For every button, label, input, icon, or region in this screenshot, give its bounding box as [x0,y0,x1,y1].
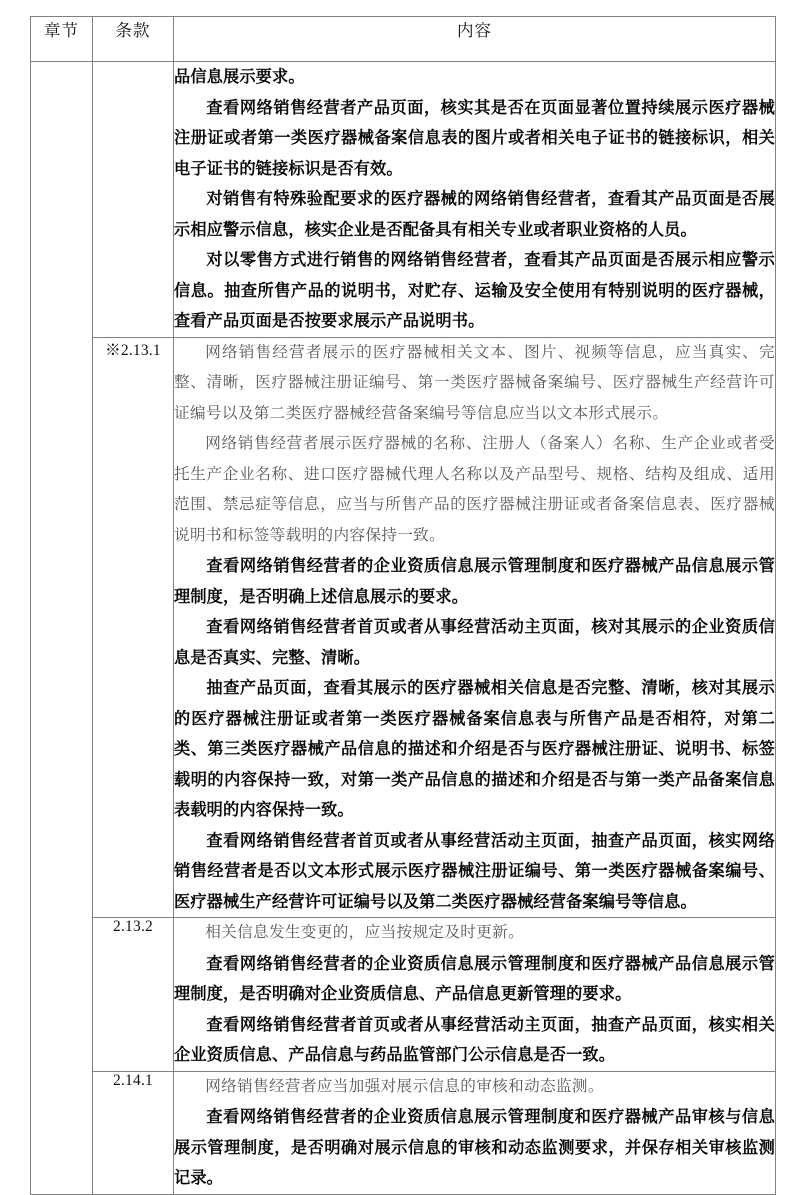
paragraph-regulation: 网络销售经营者展示医疗器械的名称、注册人（备案人）名称、生产企业或者受托生产企业名称、进口医疗器械代理人名称以及产品型号、规格、结构及组成、适用范围、禁忌症等信息，应当与所售产品的医疗器械注册证或者备案信息表、医疗器械说明书和标签等载明的内容保持一致。 [174,435,775,544]
table-row [31,918,776,1072]
table-header [31,17,776,62]
column-header-clause: 条款 [93,17,174,62]
table-row [31,62,776,338]
paragraph-regulation-continuation: 品信息展示要求。 [174,68,305,86]
clause-cell: ※2.13.1 [93,337,174,918]
paragraph-method: 查看网络销售经营者的企业资质信息展示管理制度和医疗器械产品信息展示管理制度，是否明确对企业资质信息、产品信息更新管理的要求。 [174,954,775,1003]
clause-cell: 2.13.2 [93,918,174,1072]
clause-cell [93,62,174,338]
paragraph-method: 对以零售方式进行销售的网络销售经营者，查看其产品页面是否展示相应警示信息。抽查所售产品的说明书，对贮存、运输及安全使用有特别说明的医疗器械，查看产品页面是否按要求展示产品说明书。 [174,251,775,330]
chapter-cell [31,62,93,1195]
paragraph-regulation: 网络销售经营者应当加强对展示信息的审核和动态监测。 [205,1077,604,1095]
paragraph-method: 查看网络销售经营者的企业资质信息展示管理制度和医疗器械产品信息展示管理制度，是否明确上述信息展示的要求。 [174,557,775,606]
clause-cell: 2.14.1 [93,1071,174,1194]
paragraph-method: 查看网络销售经营者首页或者从事经营活动主页面，核对其展示的企业资质信息是否真实、完整、清晰。 [174,618,775,667]
table-row [31,337,776,918]
content-cell [174,918,776,1072]
content-cell [174,62,776,338]
content-cell [174,337,776,918]
table-body [31,62,776,1195]
column-header-content: 内容 [174,17,776,62]
inspection-table [30,16,776,1195]
paragraph-regulation: 相关信息发生变更的，应当按规定及时更新。 [205,924,525,941]
table-row [31,1071,776,1194]
paragraph-method: 查看网络销售经营者首页或者从事经营活动主页面，抽查产品页面，核实网络销售经营者是否以文本形式展示医疗器械注册证编号、第一类医疗器械备案编号、医疗器械生产经营许可证编号以及第二类医疗器械经营备案编号等信息。 [174,831,775,911]
table-header-row [31,17,776,62]
column-header-chapter: 章节 [31,17,93,62]
paragraph-method: 对销售有特殊验配要求的医疗器械的网络销售经营者，查看其产品页面是否展示相应警示信息，核实企业是否配备具有相关专业或者职业资格的人员。 [174,190,775,239]
paragraph-method: 查看网络销售经营者产品页面，核实其是否在页面显著位置持续展示医疗器械注册证或者第一类医疗器械备案信息表的图片或者相关电子证书的链接标识，相关电子证书的链接标识是否有效。 [174,98,775,178]
paragraph-method: 查看网络销售经营者首页或者从事经营活动主页面，抽查产品页面，核实相关企业资质信息、产品信息与药品监管部门公示信息是否一致。 [174,1015,775,1064]
paragraph-regulation: 网络销售经营者展示的医疗器械相关文本、图片、视频等信息，应当真实、完整、清晰，医疗器械注册证编号、第一类医疗器械备案编号、医疗器械生产经营许可证编号以及第二类医疗器械经营备案编号等信息应当以文本形式展示。 [174,343,775,422]
content-cell [174,1071,776,1194]
paragraph-method: 查看网络销售经营者的企业资质信息展示管理制度和医疗器械产品审核与信息展示管理制度，是否明确对展示信息的审核和动态监测要求，并保存相关审核监测记录。 [174,1108,775,1187]
paragraph-method: 抽查产品页面，查看其展示的医疗器械相关信息是否完整、清晰，核对其展示的医疗器械注册证或者第一类医疗器械备案信息表与所售产品是否相符，对第二类、第三类医疗器械产品信息的描述和介绍是否与医疗器械注册证、说明书、标签载明的内容保持一致，对第一类产品信息的描述和介绍是否与第一类产品备案信息表载明的内容保持一致。 [174,679,775,819]
